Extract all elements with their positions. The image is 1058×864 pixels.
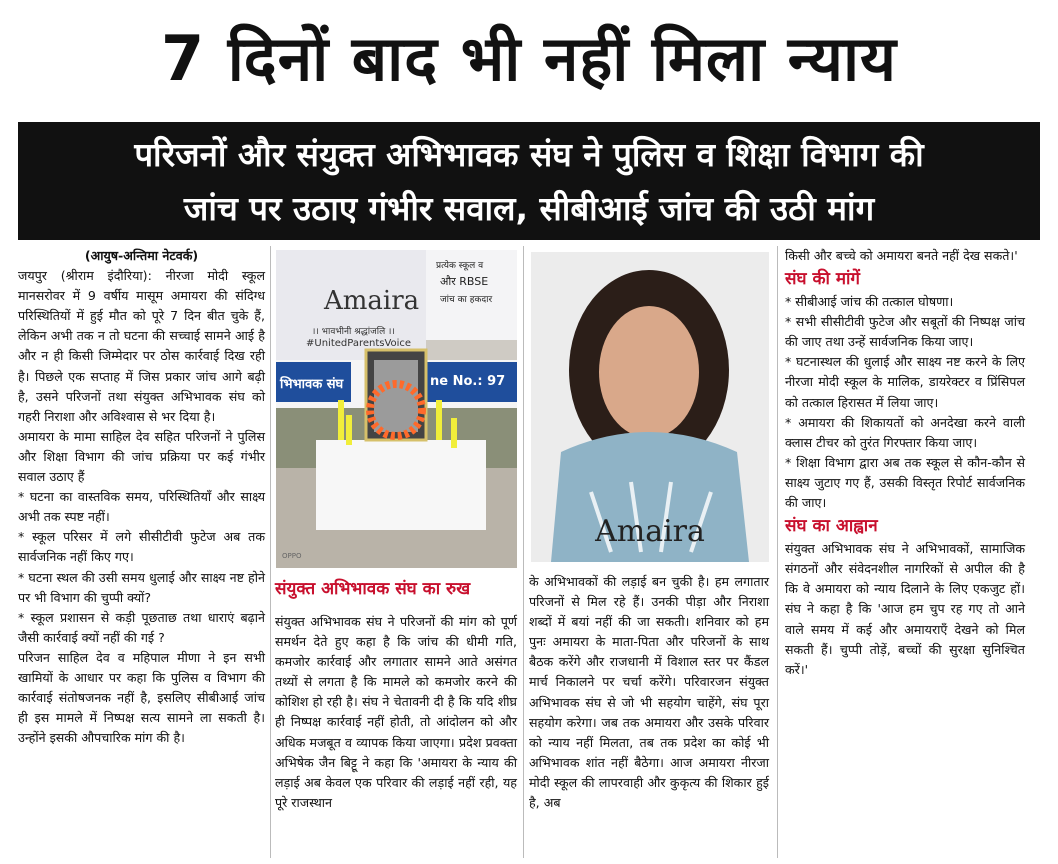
poster-text: प्रत्येक स्कूल व (436, 261, 484, 271)
column-3 (529, 572, 769, 813)
article-paragraph: के अभिभावकों की लड़ाई बन चुकी है। हम लगातार परिजनों से मिल रहे हैं। उनकी पीड़ा और निराशा शब्दों में बयां नहीं की जा सकती। शनिवार को हम पुनः अमायरा के माता-पिता और परिजनों के साथ बैठक करेंगे और राजधानी में विशाल स्तर पर कैंडल मार्च निकालने पर चर्चा करेंगे। परिवारजन संयुक्त अभिभावक संघ से जो भी सहयोग चाहेंगे, संघ पूरा सहयोग करेगा। जब तक अमायरा और उसके परिवार को न्याय नहीं मिलता, तब तक प्रदेश का कोई भी अभिभावक शांत नहीं बैठेगा। आज अमायरा नीरजा मोदी स्कूल की लापरवाही और कुकृत्य की शिकार हुई है, अब (529, 574, 769, 811)
subheadline-line-1: परिजनों और संयुक्त अभिभावक संघ ने पुलिस व शिक्षा विभाग की (134, 135, 924, 174)
memorial-tribute: ।। भावभीनी श्रद्धांजलि ।। (312, 327, 395, 337)
article-paragraph: संयुक्त अभिभावक संघ ने परिजनों की मांग को पूर्ण समर्थन देते हुए कहा है कि जांच की धीमी गति, कमजोर कार्रवाई और लगातार सामने आते असंगत तथ्यों से लगता है कि मामले को कमजोर करने की कोशिश हो रही है। संघ ने चेतावनी दी है कि यदि शीघ्र ही निष्पक्ष कार्रवाई नहीं होती, तो आंदोलन को और अधिक मजबूत व व्यापक किया जाएगा। प्रदेश प्रवक्ता अभिषेक जैन बिट्टू ने कहा कि 'अमायरा के न्याय की लड़ाई अब केवल एक परिवार की लड़ाई नहीं रही, यह पूरे राजस्थान (275, 614, 517, 810)
section-title-union-stance: संयुक्त अभिभावक संघ का रुख (275, 579, 471, 599)
demand-item: * अमायरा की शिकायतों को अनदेखा करने वाली क्लास टीचर को तुरंत गिरफ्तार किया जाए। (785, 414, 1025, 450)
article-paragraph: किसी और बच्चे को अमायरा बनते नहीं देख सकते।' (785, 248, 1018, 263)
column-divider (270, 246, 271, 858)
portrait-name-label: Amaira (595, 514, 705, 549)
column-4 (785, 246, 1025, 680)
subheadline-band (18, 122, 1040, 240)
demand-item: * सभी सीसीटीवी फुटेज और सबूतों की निष्पक्ष जांच की जाए तथा उन्हें सार्वजनिक किया जाए। (785, 314, 1025, 350)
column-2 (275, 612, 517, 813)
subheadline-line-2: जांच पर उठाए गंभीर सवाल, सीबीआई जांच की उठी मांग (183, 189, 875, 228)
byline: (आयुष-अन्तिमा नेटवर्क) (84, 248, 199, 263)
memorial-name: Amaira (324, 286, 420, 316)
article-paragraph: संयुक्त अभिभावक संघ ने अभिभावकों, सामाजिक संगठनों और संवेदनशील नागरिकों से अपील की है कि वे अमायरा को न्याय दिलाने के लिए एकजुट हों। संघ ने कहा है कि 'आज हम चुप रह गए तो आने वाले समय में कई और अमायराएँ देखने को मिल सकती हैं। चुप्पी तोड़ें, बच्चों की सुरक्षा सुनिश्चित करें।' (785, 541, 1025, 677)
memorial-photo (276, 250, 517, 568)
portrait-photo (531, 252, 769, 562)
poster-text: और RBSE (440, 275, 489, 288)
headline: 7 दिनों बाद भी नहीं मिला न्याय (160, 22, 897, 95)
poster-text: जांच का हकदार (440, 295, 493, 305)
column-divider (777, 246, 778, 858)
question-item: * घटना स्थल की उसी समय धुलाई और साक्ष्य नष्ट होने पर भी विभाग की चुप्पी क्यों? (18, 569, 265, 605)
column-1 (18, 246, 265, 748)
question-item: * घटना का वास्तविक समय, परिस्थितियाँ और साक्ष्य अभी तक स्पष्ट नहीं। (18, 489, 265, 525)
article-paragraph: अमायरा के मामा साहिल देव सहित परिजनों ने पुलिस और शिक्षा विभाग की जांच प्रक्रिया पर कई गंभीर सवाल उठाए हैं (18, 428, 265, 485)
demand-item: * शिक्षा विभाग द्वारा अब तक स्कूल से कौन-कौन से साक्ष्य जुटाए गए हैं, उसकी विस्तृत रिपोर्ट सार्वजनिक की जाए। (785, 454, 1025, 511)
question-item: * स्कूल प्रशासन से कड़ी पूछताछ तथा धाराएं बढ़ाने जैसी कार्रवाई क्यों नहीं की गई ? (18, 609, 265, 645)
demand-item: * सीबीआई जांच की तत्काल घोषणा। (785, 294, 954, 310)
article-paragraph: परिजन साहिल देव व महिपाल मीणा ने इन सभी खामियों के आधार पर कहा कि पुलिस व विभाग की कार्रवाई संतोषजनक नहीं है, इसलिए सीबीआई जांच ही इस मामले में निष्पक्ष सत्य सामने ला सकती है। उन्होंने इसकी औपचारिक मांग की है। (18, 649, 265, 746)
memorial-hashtag: #UnitedParentsVoice (306, 338, 412, 349)
banner-text-right: ne No.: 97 (430, 374, 506, 389)
article-paragraph: जयपुर (श्रीराम इंदौरिया): नीरजा मोदी स्कूल मानसरोवर में 9 वर्षीय मासूम अमायरा की संदिग्ध परिस्थितियों में हुई मौत को पूरे 7 दिन बीत चुके हैं, लेकिन अभी तक न तो घटना की सच्चाई सामने आई है और न ही किसी जिम्मेदार पर ठोस कार्रवाई दिख रही है। पिछले एक सप्ताह में जिस प्रकार जांच आगे बढ़ी है, उसने परिजनों तथा संयुक्त अभिभावक संघ को गहरी निराशा और अविश्वास से भर दिया है। (18, 268, 265, 424)
column-divider (523, 246, 524, 858)
question-item: * स्कूल परिसर में लगे सीसीटीवी फुटेज अब तक सार्वजनिक नहीं किए गए। (18, 529, 265, 565)
section-title-demands: संघ की मांगें (785, 269, 860, 290)
demand-item: * घटनास्थल की धुलाई और साक्ष्य नष्ट करने के लिए नीरजा मोदी स्कूल के मालिक, डायरेक्टर व प्रिंसिपल को तत्काल हिरासत में लिया जाए। (785, 354, 1025, 410)
photo-credit: OPPO (282, 552, 302, 560)
section-title-appeal: संघ का आह्वान (785, 516, 878, 537)
banner-text-left: भिभावक संघ (280, 377, 344, 392)
